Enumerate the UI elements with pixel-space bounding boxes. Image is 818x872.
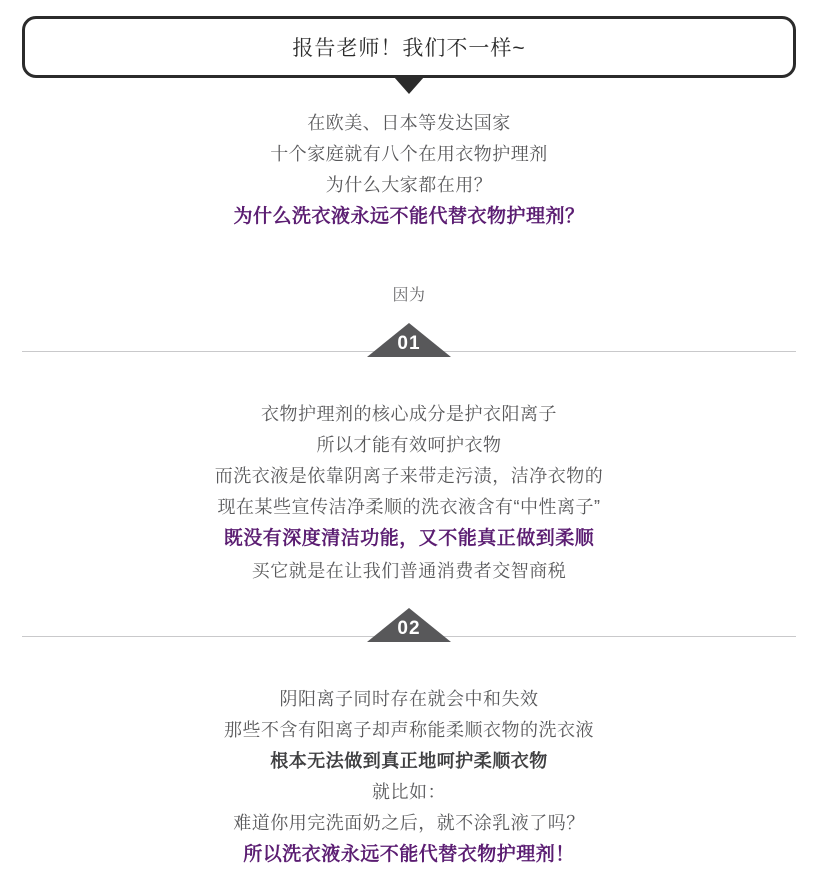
section-number: 01: [397, 333, 421, 355]
article-page: [0, 16, 818, 869]
text-line: 为什么大家都在用？: [325, 174, 493, 195]
section-divider-01: [0, 323, 818, 357]
cause-text-block: [0, 282, 818, 310]
text-line: 在欧美、日本等发达国家: [307, 113, 511, 133]
text-line: 难道你用完洗面奶之后，就不涂乳液了吗？: [233, 813, 585, 834]
text-line-highlight: 为什么洗衣液永远不能代替衣物护理剂？: [233, 205, 585, 227]
intro-text-block: [0, 108, 818, 234]
section-divider-02: [0, 608, 818, 642]
text-line-highlight: 所以洗衣液永远不能代替衣物护理剂！: [243, 844, 575, 866]
text-line: 就比如：: [372, 782, 446, 803]
text-line-highlight: 既没有深度清洁功能，又不能真正做到柔顺: [223, 527, 595, 549]
text-line: 衣物护理剂的核心成分是护衣阳离子: [261, 404, 557, 425]
text-line: 十个家庭就有八个在用衣物护理剂: [270, 143, 548, 164]
text-line: 因为: [392, 286, 426, 304]
text-line: 买它就是在让我们普通消费者交智商税: [251, 560, 567, 581]
header-box: [22, 16, 796, 78]
text-line: 阴阳离子同时存在就会中和失效: [279, 689, 539, 710]
header-callout: [22, 16, 796, 78]
text-line: 那些不含有阳离子却声称能柔顺衣物的洗衣液: [224, 720, 594, 741]
text-line: 而洗衣液是依靠阴离子来带走污渍，洁净衣物的: [214, 465, 604, 486]
down-arrow-icon: [394, 77, 424, 94]
text-line: 现在某些宣传洁净柔顺的洗衣液含有“中性离子”: [217, 496, 601, 517]
text-line-bold: 根本无法做到真正地呵护柔顺衣物: [270, 751, 548, 772]
page-title: 报告老师！我们不一样~: [292, 37, 526, 60]
section-number: 02: [397, 618, 421, 640]
section-2-text-block: [0, 684, 818, 871]
section-1-text-block: [0, 399, 818, 586]
text-line: 所以才能有效呵护衣物: [316, 435, 502, 455]
